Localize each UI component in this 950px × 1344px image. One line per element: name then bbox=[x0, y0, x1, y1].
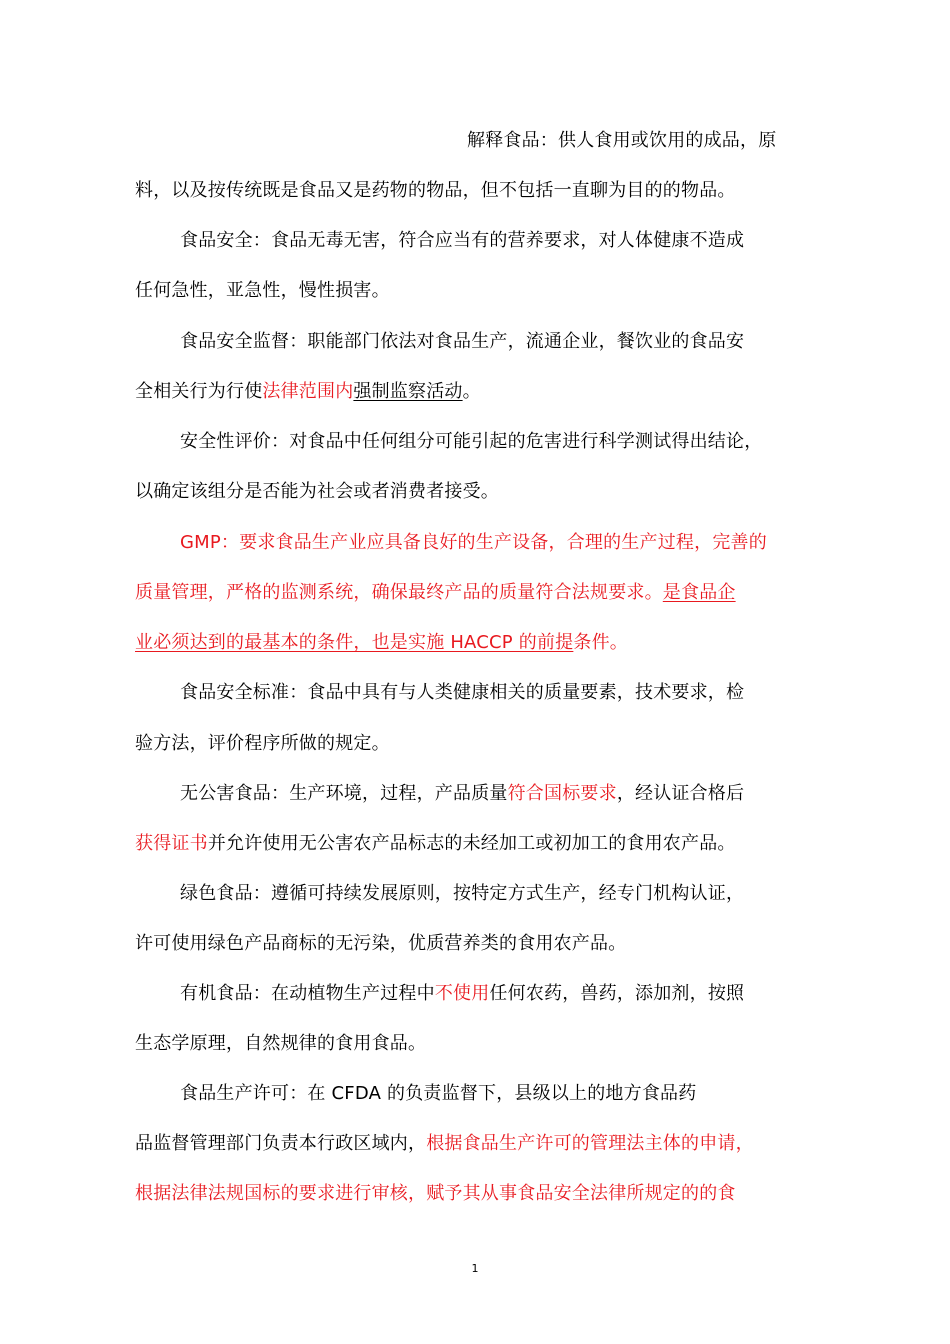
red-emphasis: 法律范围内 bbox=[262, 381, 354, 402]
text-span: 任何急性，亚急性，慢性损害。 bbox=[135, 280, 390, 301]
text-span: 品监督管理部门负责本行政区域内， bbox=[135, 1133, 427, 1154]
red-emphasis: 符合国标要求 bbox=[507, 783, 617, 804]
text-span: GMP：要求食品生产业应具备良好的生产设备，合理的生产过程，完善的 bbox=[180, 532, 767, 553]
paragraph-food-definition-line2 bbox=[135, 178, 736, 204]
paragraph-food-definition-line1 bbox=[467, 128, 776, 154]
underlined-text: 是食品企 bbox=[662, 582, 736, 603]
paragraph-gmp-line2 bbox=[135, 580, 736, 606]
text-span: 食品安全标准：食品中具有与人类健康相关的质量要素，技术要求，检 bbox=[180, 682, 745, 703]
text-span: 绿色食品：遵循可持续发展原则，按特定方式生产，经专门机构认证， bbox=[180, 883, 745, 904]
paragraph-food-safety-line1 bbox=[180, 228, 744, 254]
text-span: 并允许使用无公害农产品标志的未经加工或初加工的食用农产品。 bbox=[207, 833, 736, 854]
paragraph-license-line1 bbox=[180, 1081, 696, 1107]
paragraph-standard-line1 bbox=[180, 680, 744, 706]
paragraph-food-safety-line2 bbox=[135, 278, 390, 304]
text-span: 任何农药，兽药，添加剂，按照 bbox=[489, 983, 745, 1004]
text-span: 验方法，评价程序所做的规定。 bbox=[135, 733, 390, 754]
paragraph-license-line2 bbox=[135, 1131, 754, 1157]
text-span: 无公害食品：生产环境，过程，产品质量 bbox=[180, 783, 508, 804]
text-span: 料，以及按传统既是食品又是药物的物品，但不包括一直聊为目的的物品。 bbox=[135, 180, 736, 201]
paragraph-organic-line1 bbox=[180, 981, 744, 1007]
red-emphasis: 根据食品生产许可的管理法主体的申请， bbox=[426, 1133, 754, 1154]
text-span: 食品生产许可：在 CFDA 的负责监督下，县级以上的地方食品药 bbox=[180, 1083, 697, 1104]
text-span: 安全性评价：对食品中任何组分可能引起的危害进行科学测试得出结论， bbox=[180, 431, 763, 452]
paragraph-green-food-line2 bbox=[135, 931, 626, 957]
paragraph-organic-line2 bbox=[135, 1031, 426, 1057]
text-span: 解释食品：供人食用或饮用的成品，原 bbox=[467, 130, 777, 151]
underlined-text: 业必须达到的最基本的条件，也是实施 HACCP 的前提 bbox=[135, 632, 574, 653]
red-emphasis: 不使用 bbox=[434, 983, 490, 1004]
text-span: 食品安全：食品无毒无害，符合应当有的营养要求，对人体健康不造成 bbox=[180, 230, 745, 251]
paragraph-gmp-line3 bbox=[135, 630, 628, 656]
text-span: 许可使用绿色产品商标的无污染，优质营养类的食用农产品。 bbox=[135, 933, 627, 954]
text-span: 生态学原理，自然规律的食用食品。 bbox=[135, 1033, 427, 1054]
paragraph-supervision-line1 bbox=[180, 329, 744, 355]
text-span: 条件。 bbox=[573, 632, 628, 653]
paragraph-gmp-line1 bbox=[180, 530, 767, 556]
red-emphasis: 根据法律法规国标的要求进行审核，赋予其从事食品安全法律所规定的的食 bbox=[135, 1183, 736, 1204]
paragraph-evaluation-line1 bbox=[180, 429, 762, 455]
paragraph-supervision-line2 bbox=[135, 379, 481, 405]
paragraph-pollution-free-line2 bbox=[135, 831, 736, 857]
paragraph-green-food-line1 bbox=[180, 881, 744, 907]
text-span: 食品安全监督：职能部门依法对食品生产，流通企业，餐饮业的食品安 bbox=[180, 331, 745, 352]
paragraph-pollution-free-line1 bbox=[180, 781, 744, 807]
text-span: 全相关行为行使 bbox=[135, 381, 263, 402]
text-span: 。 bbox=[462, 381, 481, 402]
underlined-text: 强制监察活动 bbox=[353, 381, 463, 402]
text-span: 质量管理，严格的监测系统，确保最终产品的质量符合法规要求。 bbox=[135, 582, 663, 603]
paragraph-evaluation-line2 bbox=[135, 479, 499, 505]
text-span: ，经认证合格后 bbox=[616, 783, 745, 804]
text-span: 以确定该组分是否能为社会或者消费者接受。 bbox=[135, 481, 499, 502]
page-number: 1 bbox=[471, 1262, 479, 1275]
text-span: 有机食品：在动植物生产过程中 bbox=[180, 983, 435, 1004]
paragraph-license-line3 bbox=[135, 1181, 736, 1207]
paragraph-standard-line2 bbox=[135, 731, 390, 757]
red-emphasis: 获得证书 bbox=[135, 833, 208, 854]
